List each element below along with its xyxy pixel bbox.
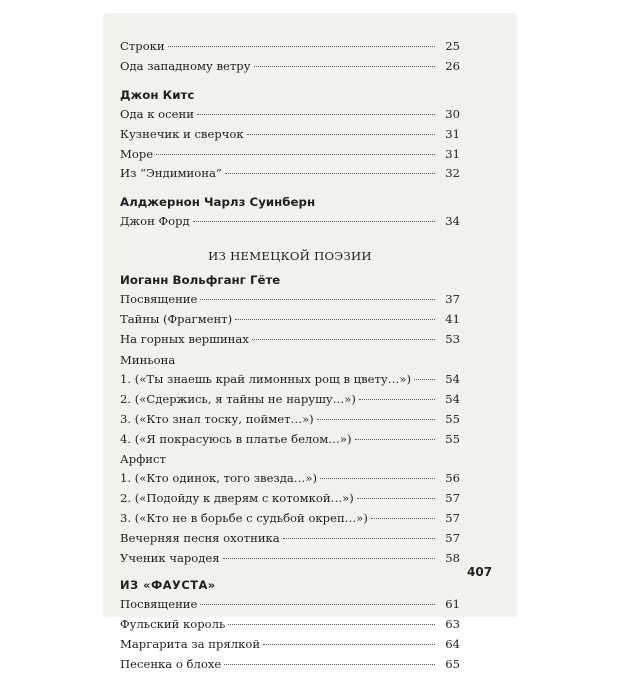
entry-title: 1. («Кто одинок, того звезда…») [120,471,318,486]
toc-entry [120,529,460,549]
entry-page: 32 [445,166,460,181]
entry-page: 53 [445,332,460,347]
dot-leader [223,558,435,559]
dot-leader [283,538,435,539]
toc-entry [120,37,460,57]
entry-title: Фульский король [120,616,226,631]
dot-leader [371,518,435,519]
entry-page: 65 [445,656,460,671]
entry-title: Посвящение [120,292,198,307]
entry-page: 30 [445,106,460,121]
author-heading: Джон Китс [120,87,195,102]
dot-leader [156,154,435,155]
entry-page: 57 [445,491,460,506]
entry-title: Посвящение [120,596,198,611]
toc-entry [120,615,460,635]
toc-entry [120,509,460,529]
entry-page: 55 [445,411,460,426]
dot-leader [168,46,435,47]
dot-leader [200,604,435,605]
author-heading: Алджернон Чарлз Суинберн [120,195,316,210]
toc-entry [120,370,460,390]
entry-page: 31 [445,146,460,161]
spacer [120,184,460,192]
entry-title: На горных вершинах [120,332,249,347]
dot-leader [357,498,435,499]
author-heading: Иоганн Вольфганг Гёте [120,273,281,288]
entry-page: 64 [445,636,460,651]
entry-page: 56 [445,471,460,486]
entry-page: 58 [445,551,460,566]
entry-page: 61 [445,596,460,611]
dot-leader [359,399,435,400]
entry-title: 2. («Сдержись, я тайны не нарушу…») [120,391,356,406]
entry-page: 34 [445,214,460,229]
entry-title: Ода западному ветру [120,58,251,73]
dot-leader [263,644,435,645]
toc-entry [120,164,460,184]
entry-title: 1. («Ты знаешь край лимонных рощ в цвету…») [120,371,411,386]
entry-title: 4. («Я покрасуюсь в платье белом…») [120,431,352,446]
toc-entry [120,212,460,232]
toc-entry [120,310,460,330]
entry-title: Строки [120,39,165,53]
entry-page: 37 [445,292,460,307]
dot-leader [193,221,435,222]
entry-title: Ученик чародея [120,551,220,566]
toc-entry [120,635,460,655]
dot-leader [355,439,435,440]
dot-leader [225,173,435,174]
cycle-heading: Миньона [120,352,176,367]
dot-leader [254,66,435,67]
dot-leader [317,419,435,420]
entry-page: 57 [445,511,460,526]
cycle-heading: Арфист [120,452,166,467]
toc-entry [120,145,460,165]
toc-entry [120,430,460,450]
spacer [120,232,460,246]
dot-leader [252,339,435,340]
toc-entry [120,290,460,310]
book-page [104,14,516,671]
entry-title: Песенка о блохе [120,656,222,671]
dot-leader [228,624,435,625]
entry-page: 57 [445,531,460,546]
section-heading: ИЗ НЕМЕЦКОЙ ПОЭЗИИ [208,249,372,264]
dot-leader [235,319,435,320]
entry-page: 54 [445,371,460,386]
toc-entry [120,390,460,410]
entry-page: 63 [445,616,460,631]
entry-title: Тайны (Фрагмент) [120,312,233,327]
entry-page: 25 [445,39,460,53]
entry-page: 55 [445,431,460,446]
dot-leader [320,478,435,479]
entry-page: 26 [445,58,460,73]
entry-page: 54 [445,391,460,406]
entry-title: 2. («Подойду к дверям с котомкой…») [120,491,354,506]
entry-title: Ода к осени [120,106,194,121]
toc-entry [120,549,460,569]
entry-page: 41 [445,312,460,327]
entry-title: Из “Эндимиона” [120,166,222,181]
entry-title: 3. («Кто знал тоску, поймет…») [120,411,314,426]
toc-entry [120,330,460,350]
entry-title: 3. («Кто не в борьбе с судьбой окреп…») [120,511,368,526]
spacer [120,77,460,85]
dot-leader [224,664,435,665]
toc-entry [120,125,460,145]
table-of-contents [120,37,460,674]
toc-entry [120,595,460,615]
toc-entry [120,57,460,77]
toc-entry [120,489,460,509]
entry-page: 31 [445,126,460,141]
entry-title: Вечерняя песня охотника [120,531,280,546]
entry-title: Маргарита за прялкой [120,636,261,651]
toc-entry [120,105,460,125]
dot-leader [414,379,435,380]
dot-leader [200,299,435,300]
entry-title: Кузнечик и сверчок [120,126,244,141]
dot-leader [197,114,435,115]
toc-entry [120,655,460,675]
toc-entry [120,410,460,430]
entry-title: Море [120,146,154,161]
subsection-heading: ИЗ «ФАУСТА» [120,577,216,592]
dot-leader [247,134,435,135]
entry-title: Джон Форд [120,214,190,229]
toc-entry [120,469,460,489]
page-number: 407 [467,565,493,579]
